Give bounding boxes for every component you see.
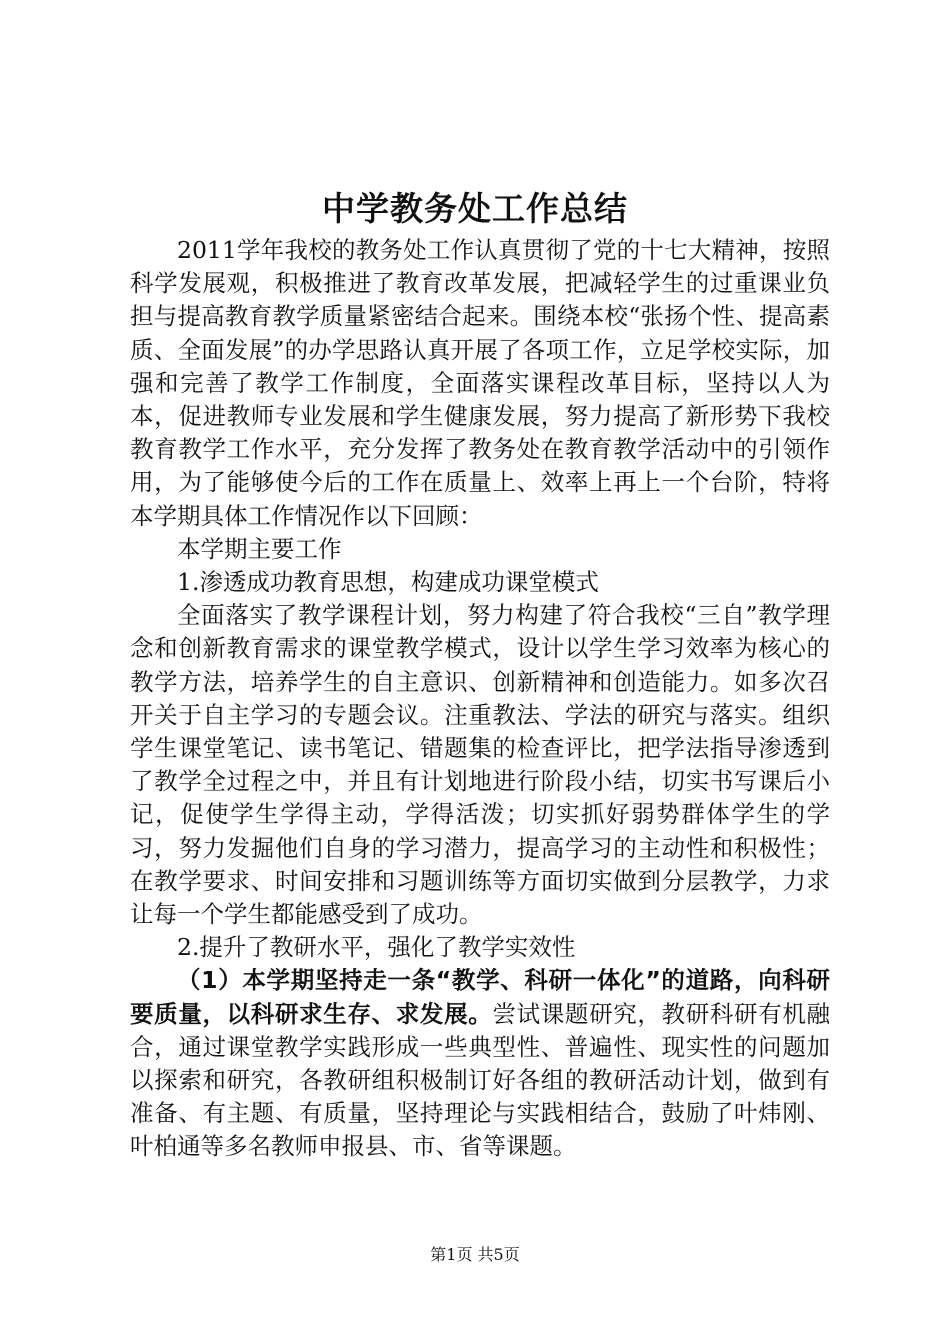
document-title: 中学教务处工作总结 (322, 189, 628, 228)
paragraph-intro: 2011学年我校的教务处工作认真贯彻了党的十七大精神，按照科学发展观，积极推进了教育改革发展，把减轻学生的过重课业负担与提高教育教学质量紧密结合起来。围绕本校“张扬个性、提高素质、全面发展”的办学思路认真开展了各项工作，立足学校实际，加强和完善了教学工作制度，全面落实课程改革目标，坚持以人为本，促进教师专业发展和学生健康发展，努力提高了新形势下我校教育教学工作水平，充分发挥了教务处在教育教学活动中的引领作用，为了能够使今后的工作在质量上、效率上再上一个台阶，特将本学期具体工作情况作以下回顾： (130, 236, 830, 530)
paragraph-teaching-plan: 全面落实了教学课程计划，努力构建了符合我校“三自”教学理念和创新教育需求的课堂教学模式，设计以学生学习效率为核心的教学方法，培养学生的自主意识、创新精神和创造能力。如多次召开关于自主学习的专题会议。注重教法、学法的研究与落实。组织学生课堂笔记、读书笔记、错题集的检查评比，把学法指导渗透到了教学全过程之中，并且有计划地进行阶段小结，切实书写课后小记，促使学生学得主动，学得活泼；切实抓好弱势群体学生的学习，努力发掘他们自身的学习潜力，提高学习的主动性和积极性；在教学要求、时间安排和习题训练等方面切实做到分层教学，力求让每一个学生都能感受到了成功。 (130, 601, 830, 929)
subheading-2: 2.提升了教研水平，强化了教学实效性 (177, 933, 576, 962)
page-footer: 第1页 共5页 (430, 1245, 520, 1264)
paragraph-research (130, 964, 830, 1163)
section-heading: 本学期主要工作 (177, 534, 342, 563)
subheading-1: 1.渗透成功教育思想，构建成功课堂模式 (177, 568, 599, 597)
paragraph-research-rest: 尝试课题研究，教研科研有机融合，通过课堂教学实践形成一些典型性、普遍性、现实性的问题加以探索和研究，各教研组积极制订好各组的教研活动计划，做到有准备、有主题、有质量，坚持理论与实践相结合，鼓励了叶炜刚、叶柏通等多名教师申报县、市、省等课题。 (130, 999, 831, 1161)
document-body (130, 234, 830, 1164)
paragraph-research-lead: （1）本学期坚持走一条“教学、科研一体化”的道路，向科研要质量，以科研求生存、求发展。 (130, 966, 830, 1028)
